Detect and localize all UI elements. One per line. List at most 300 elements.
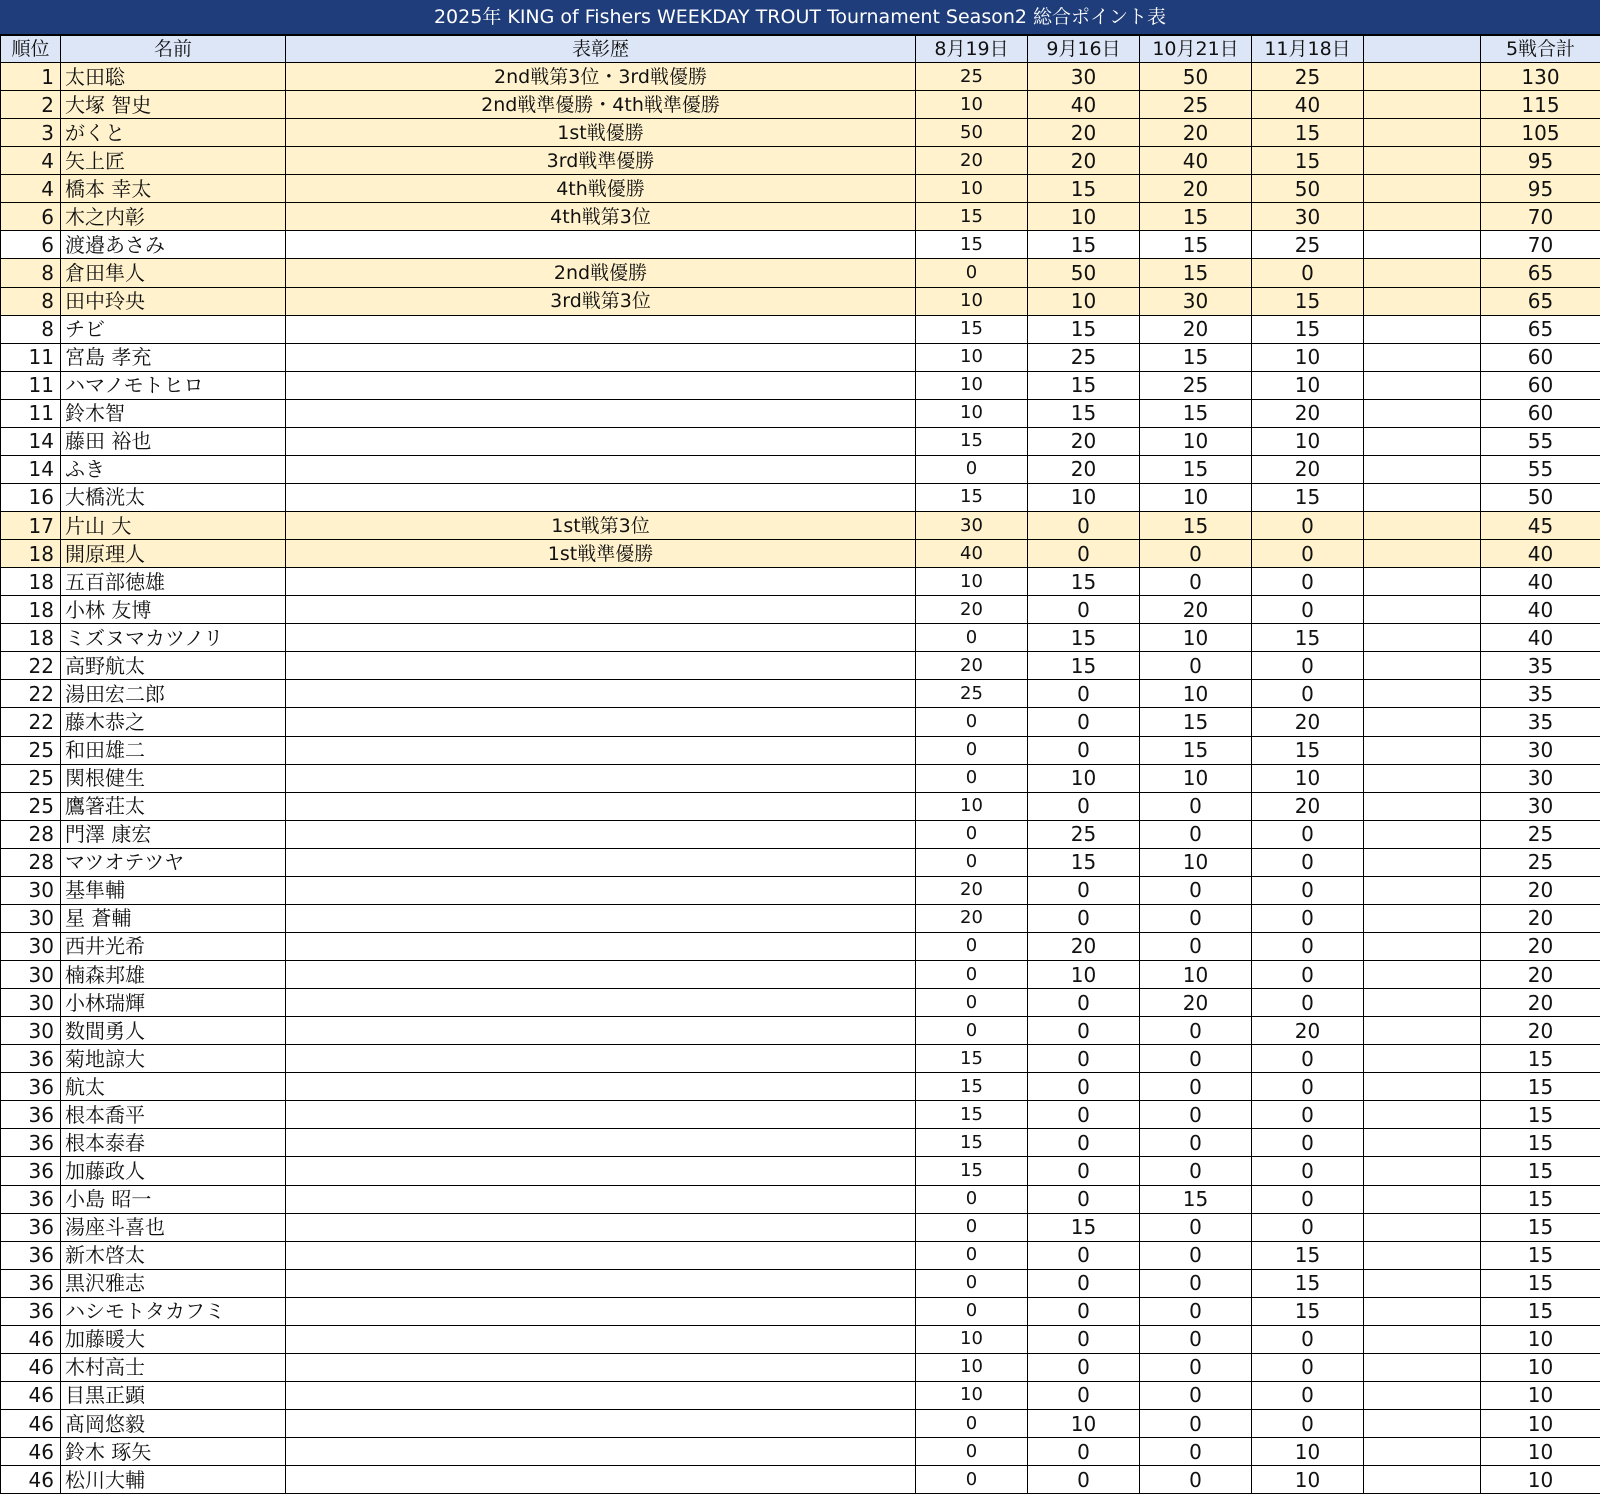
total-points: 40 xyxy=(1481,540,1600,568)
name-cell: 小島 昭一 xyxy=(61,1185,286,1213)
name-cell: 田中玲央 xyxy=(61,287,286,315)
name-cell: 鈴木智 xyxy=(61,399,286,427)
header-round-1: 8月19日 xyxy=(916,36,1028,63)
total-points: 35 xyxy=(1481,652,1600,680)
award-cell xyxy=(286,1129,916,1157)
name-cell: 高野航太 xyxy=(61,652,286,680)
total-points: 15 xyxy=(1481,1185,1600,1213)
table-row xyxy=(1,1297,1600,1325)
round-2-points: 0 xyxy=(1028,1466,1140,1494)
round-4-points: 10 xyxy=(1252,427,1364,455)
blank-cell xyxy=(1364,932,1481,960)
blank-cell xyxy=(1364,119,1481,147)
name-cell: 黒沢雅志 xyxy=(61,1269,286,1297)
total-points: 50 xyxy=(1481,483,1600,511)
round-4-points: 20 xyxy=(1252,792,1364,820)
blank-cell xyxy=(1364,540,1481,568)
round-1-points: 10 xyxy=(916,568,1028,596)
round-3-points: 0 xyxy=(1140,1045,1252,1073)
total-points: 15 xyxy=(1481,1213,1600,1241)
rank-cell: 46 xyxy=(1,1410,61,1438)
name-cell: 楠森邦雄 xyxy=(61,961,286,989)
name-cell: 矢上匠 xyxy=(61,147,286,175)
rank-cell: 25 xyxy=(1,764,61,792)
total-points: 15 xyxy=(1481,1101,1600,1129)
award-cell xyxy=(286,652,916,680)
award-cell xyxy=(286,1017,916,1045)
total-points: 20 xyxy=(1481,1017,1600,1045)
total-points: 40 xyxy=(1481,624,1600,652)
round-2-points: 0 xyxy=(1028,1381,1140,1409)
round-2-points: 0 xyxy=(1028,512,1140,540)
table-row xyxy=(1,904,1600,932)
award-cell xyxy=(286,1045,916,1073)
blank-cell xyxy=(1364,1073,1481,1101)
award-cell xyxy=(286,1353,916,1381)
round-2-points: 0 xyxy=(1028,1185,1140,1213)
round-4-points: 0 xyxy=(1252,568,1364,596)
table-row xyxy=(1,455,1600,483)
round-1-points: 15 xyxy=(916,1045,1028,1073)
round-4-points: 10 xyxy=(1252,1466,1364,1494)
round-2-points: 20 xyxy=(1028,119,1140,147)
award-cell xyxy=(286,483,916,511)
total-points: 10 xyxy=(1481,1325,1600,1353)
rank-cell: 30 xyxy=(1,961,61,989)
round-2-points: 0 xyxy=(1028,876,1140,904)
round-1-points: 20 xyxy=(916,596,1028,624)
round-1-points: 0 xyxy=(916,1185,1028,1213)
award-cell xyxy=(286,989,916,1017)
rank-cell: 22 xyxy=(1,680,61,708)
name-cell: 基隼輔 xyxy=(61,876,286,904)
round-1-points: 10 xyxy=(916,91,1028,119)
rank-cell: 16 xyxy=(1,483,61,511)
blank-cell xyxy=(1364,792,1481,820)
round-1-points: 25 xyxy=(916,63,1028,91)
blank-cell xyxy=(1364,1466,1481,1494)
round-1-points: 10 xyxy=(916,371,1028,399)
round-1-points: 15 xyxy=(916,1073,1028,1101)
award-cell xyxy=(286,1213,916,1241)
blank-cell xyxy=(1364,399,1481,427)
rank-cell: 6 xyxy=(1,231,61,259)
rank-cell: 8 xyxy=(1,287,61,315)
name-cell: 五百部徳雄 xyxy=(61,568,286,596)
blank-cell xyxy=(1364,680,1481,708)
blank-cell xyxy=(1364,371,1481,399)
award-cell xyxy=(286,708,916,736)
award-cell xyxy=(286,736,916,764)
header-blank xyxy=(1364,36,1481,63)
table-row xyxy=(1,961,1600,989)
round-2-points: 15 xyxy=(1028,848,1140,876)
rank-cell: 8 xyxy=(1,315,61,343)
total-points: 55 xyxy=(1481,455,1600,483)
rank-cell: 3 xyxy=(1,119,61,147)
total-points: 20 xyxy=(1481,904,1600,932)
award-cell xyxy=(286,904,916,932)
award-cell xyxy=(286,455,916,483)
round-3-points: 20 xyxy=(1140,596,1252,624)
rank-cell: 28 xyxy=(1,848,61,876)
total-points: 40 xyxy=(1481,568,1600,596)
table-row xyxy=(1,989,1600,1017)
round-2-points: 0 xyxy=(1028,1297,1140,1325)
blank-cell xyxy=(1364,1410,1481,1438)
round-3-points: 15 xyxy=(1140,455,1252,483)
award-cell xyxy=(286,1157,916,1185)
award-cell xyxy=(286,680,916,708)
round-4-points: 0 xyxy=(1252,1073,1364,1101)
blank-cell xyxy=(1364,1438,1481,1466)
round-1-points: 10 xyxy=(916,1353,1028,1381)
blank-cell xyxy=(1364,231,1481,259)
table-row xyxy=(1,848,1600,876)
round-2-points: 0 xyxy=(1028,1157,1140,1185)
round-2-points: 15 xyxy=(1028,652,1140,680)
blank-cell xyxy=(1364,1297,1481,1325)
round-1-points: 0 xyxy=(916,961,1028,989)
rank-cell: 11 xyxy=(1,371,61,399)
table-row xyxy=(1,1213,1600,1241)
table-row xyxy=(1,540,1600,568)
round-4-points: 0 xyxy=(1252,1045,1364,1073)
total-points: 115 xyxy=(1481,91,1600,119)
total-points: 95 xyxy=(1481,175,1600,203)
name-cell: 鈴木 琢矢 xyxy=(61,1438,286,1466)
table-row xyxy=(1,63,1600,91)
round-3-points: 15 xyxy=(1140,736,1252,764)
name-cell: 藤田 裕也 xyxy=(61,427,286,455)
award-cell xyxy=(286,820,916,848)
name-cell: ふき xyxy=(61,455,286,483)
round-4-points: 0 xyxy=(1252,512,1364,540)
blank-cell xyxy=(1364,652,1481,680)
blank-cell xyxy=(1364,1353,1481,1381)
blank-cell xyxy=(1364,736,1481,764)
table-row xyxy=(1,568,1600,596)
round-1-points: 10 xyxy=(916,792,1028,820)
round-1-points: 0 xyxy=(916,932,1028,960)
round-1-points: 15 xyxy=(916,427,1028,455)
round-4-points: 10 xyxy=(1252,1438,1364,1466)
round-4-points: 0 xyxy=(1252,1410,1364,1438)
round-1-points: 0 xyxy=(916,455,1028,483)
total-points: 60 xyxy=(1481,371,1600,399)
round-4-points: 0 xyxy=(1252,904,1364,932)
name-cell: 鷹箸荘太 xyxy=(61,792,286,820)
rank-cell: 36 xyxy=(1,1101,61,1129)
total-points: 20 xyxy=(1481,932,1600,960)
name-cell: 和田雄二 xyxy=(61,736,286,764)
table-row xyxy=(1,119,1600,147)
round-4-points: 0 xyxy=(1252,652,1364,680)
rank-cell: 25 xyxy=(1,792,61,820)
award-cell xyxy=(286,1101,916,1129)
round-2-points: 25 xyxy=(1028,820,1140,848)
rank-cell: 36 xyxy=(1,1045,61,1073)
rank-cell: 30 xyxy=(1,989,61,1017)
round-3-points: 10 xyxy=(1140,764,1252,792)
total-points: 10 xyxy=(1481,1353,1600,1381)
award-cell: 2nd戦優勝 xyxy=(286,259,916,287)
name-cell: 倉田隼人 xyxy=(61,259,286,287)
total-points: 10 xyxy=(1481,1410,1600,1438)
round-3-points: 0 xyxy=(1140,820,1252,848)
round-2-points: 20 xyxy=(1028,147,1140,175)
total-points: 45 xyxy=(1481,512,1600,540)
round-1-points: 10 xyxy=(916,287,1028,315)
blank-cell xyxy=(1364,1045,1481,1073)
round-1-points: 10 xyxy=(916,1381,1028,1409)
round-4-points: 10 xyxy=(1252,764,1364,792)
round-2-points: 0 xyxy=(1028,1269,1140,1297)
rank-cell: 36 xyxy=(1,1129,61,1157)
name-cell: 片山 大 xyxy=(61,512,286,540)
rank-cell: 18 xyxy=(1,540,61,568)
name-cell: 大橋洸太 xyxy=(61,483,286,511)
round-1-points: 0 xyxy=(916,848,1028,876)
award-cell xyxy=(286,568,916,596)
rank-cell: 30 xyxy=(1,1017,61,1045)
table-row xyxy=(1,175,1600,203)
table-row xyxy=(1,371,1600,399)
table-row xyxy=(1,1241,1600,1269)
round-4-points: 10 xyxy=(1252,343,1364,371)
table-row xyxy=(1,1353,1600,1381)
round-1-points: 15 xyxy=(916,1101,1028,1129)
total-points: 15 xyxy=(1481,1241,1600,1269)
round-1-points: 50 xyxy=(916,119,1028,147)
name-cell: 根本喬平 xyxy=(61,1101,286,1129)
total-points: 70 xyxy=(1481,203,1600,231)
table-row xyxy=(1,1129,1600,1157)
table-row xyxy=(1,1325,1600,1353)
round-3-points: 10 xyxy=(1140,427,1252,455)
round-1-points: 0 xyxy=(916,1269,1028,1297)
round-4-points: 15 xyxy=(1252,287,1364,315)
award-cell xyxy=(286,932,916,960)
blank-cell xyxy=(1364,455,1481,483)
name-cell: 藤木恭之 xyxy=(61,708,286,736)
rank-cell: 18 xyxy=(1,624,61,652)
round-4-points: 15 xyxy=(1252,147,1364,175)
award-cell xyxy=(286,1438,916,1466)
award-cell xyxy=(286,1325,916,1353)
round-3-points: 0 xyxy=(1140,1438,1252,1466)
award-cell: 3rd戦第3位 xyxy=(286,287,916,315)
blank-cell xyxy=(1364,961,1481,989)
round-1-points: 0 xyxy=(916,1017,1028,1045)
name-cell: ハシモトタカフミ xyxy=(61,1297,286,1325)
round-2-points: 10 xyxy=(1028,287,1140,315)
round-1-points: 0 xyxy=(916,1410,1028,1438)
round-4-points: 0 xyxy=(1252,876,1364,904)
total-points: 15 xyxy=(1481,1045,1600,1073)
round-3-points: 20 xyxy=(1140,175,1252,203)
total-points: 30 xyxy=(1481,792,1600,820)
total-points: 20 xyxy=(1481,961,1600,989)
header-rank: 順位 xyxy=(1,36,61,63)
name-cell: ハマノモトヒロ xyxy=(61,371,286,399)
total-points: 10 xyxy=(1481,1438,1600,1466)
blank-cell xyxy=(1364,1269,1481,1297)
round-3-points: 10 xyxy=(1140,483,1252,511)
table-row xyxy=(1,1017,1600,1045)
name-cell: 門澤 康宏 xyxy=(61,820,286,848)
award-cell xyxy=(286,1185,916,1213)
award-cell xyxy=(286,1410,916,1438)
round-4-points: 0 xyxy=(1252,1213,1364,1241)
round-3-points: 15 xyxy=(1140,231,1252,259)
total-points: 15 xyxy=(1481,1129,1600,1157)
round-1-points: 15 xyxy=(916,203,1028,231)
award-cell xyxy=(286,961,916,989)
table-row xyxy=(1,932,1600,960)
award-cell xyxy=(286,231,916,259)
round-3-points: 0 xyxy=(1140,932,1252,960)
award-cell xyxy=(286,399,916,427)
blank-cell xyxy=(1364,876,1481,904)
award-cell: 3rd戦準優勝 xyxy=(286,147,916,175)
rank-cell: 4 xyxy=(1,147,61,175)
award-cell xyxy=(286,315,916,343)
round-4-points: 15 xyxy=(1252,483,1364,511)
total-points: 95 xyxy=(1481,147,1600,175)
blank-cell xyxy=(1364,1185,1481,1213)
table-row xyxy=(1,399,1600,427)
blank-cell xyxy=(1364,427,1481,455)
award-cell xyxy=(286,624,916,652)
table-row xyxy=(1,1185,1600,1213)
round-1-points: 0 xyxy=(916,764,1028,792)
round-1-points: 0 xyxy=(916,259,1028,287)
total-points: 15 xyxy=(1481,1157,1600,1185)
total-points: 10 xyxy=(1481,1381,1600,1409)
table-row xyxy=(1,1466,1600,1494)
round-3-points: 20 xyxy=(1140,119,1252,147)
table-row xyxy=(1,792,1600,820)
round-2-points: 0 xyxy=(1028,1438,1140,1466)
round-3-points: 15 xyxy=(1140,512,1252,540)
round-4-points: 50 xyxy=(1252,175,1364,203)
round-3-points: 0 xyxy=(1140,1325,1252,1353)
round-2-points: 0 xyxy=(1028,904,1140,932)
table-row xyxy=(1,343,1600,371)
round-1-points: 10 xyxy=(916,399,1028,427)
total-points: 25 xyxy=(1481,848,1600,876)
round-4-points: 0 xyxy=(1252,1381,1364,1409)
round-2-points: 20 xyxy=(1028,455,1140,483)
round-1-points: 30 xyxy=(916,512,1028,540)
rank-cell: 36 xyxy=(1,1241,61,1269)
table-row xyxy=(1,147,1600,175)
round-2-points: 0 xyxy=(1028,708,1140,736)
blank-cell xyxy=(1364,848,1481,876)
round-4-points: 40 xyxy=(1252,91,1364,119)
round-4-points: 20 xyxy=(1252,455,1364,483)
rank-cell: 11 xyxy=(1,399,61,427)
table-row xyxy=(1,287,1600,315)
round-1-points: 0 xyxy=(916,989,1028,1017)
table-row xyxy=(1,91,1600,119)
total-points: 55 xyxy=(1481,427,1600,455)
table-row xyxy=(1,427,1600,455)
award-cell xyxy=(286,1297,916,1325)
round-4-points: 15 xyxy=(1252,736,1364,764)
rank-cell: 17 xyxy=(1,512,61,540)
total-points: 40 xyxy=(1481,596,1600,624)
header-award: 表彰歴 xyxy=(286,36,916,63)
round-3-points: 0 xyxy=(1140,1157,1252,1185)
award-cell: 2nd戦第3位・3rd戦優勝 xyxy=(286,63,916,91)
round-2-points: 10 xyxy=(1028,483,1140,511)
rank-cell: 30 xyxy=(1,904,61,932)
round-4-points: 0 xyxy=(1252,989,1364,1017)
round-2-points: 15 xyxy=(1028,1213,1140,1241)
round-3-points: 10 xyxy=(1140,961,1252,989)
round-3-points: 0 xyxy=(1140,652,1252,680)
name-cell: 加藤政人 xyxy=(61,1157,286,1185)
rank-cell: 28 xyxy=(1,820,61,848)
round-1-points: 0 xyxy=(916,708,1028,736)
total-points: 105 xyxy=(1481,119,1600,147)
blank-cell xyxy=(1364,91,1481,119)
round-3-points: 25 xyxy=(1140,91,1252,119)
name-cell: 大塚 智史 xyxy=(61,91,286,119)
round-2-points: 0 xyxy=(1028,1129,1140,1157)
round-4-points: 15 xyxy=(1252,1269,1364,1297)
rank-cell: 22 xyxy=(1,652,61,680)
round-2-points: 0 xyxy=(1028,540,1140,568)
round-2-points: 10 xyxy=(1028,1410,1140,1438)
blank-cell xyxy=(1364,1017,1481,1045)
rank-cell: 46 xyxy=(1,1466,61,1494)
rank-cell: 36 xyxy=(1,1157,61,1185)
round-3-points: 0 xyxy=(1140,1466,1252,1494)
round-2-points: 20 xyxy=(1028,932,1140,960)
table-row xyxy=(1,1157,1600,1185)
total-points: 15 xyxy=(1481,1297,1600,1325)
round-1-points: 0 xyxy=(916,820,1028,848)
round-1-points: 10 xyxy=(916,175,1028,203)
rank-cell: 36 xyxy=(1,1073,61,1101)
total-points: 65 xyxy=(1481,287,1600,315)
name-cell: 橋本 幸太 xyxy=(61,175,286,203)
round-3-points: 15 xyxy=(1140,259,1252,287)
rank-cell: 6 xyxy=(1,203,61,231)
rank-cell: 8 xyxy=(1,259,61,287)
round-1-points: 10 xyxy=(916,1325,1028,1353)
round-2-points: 0 xyxy=(1028,1241,1140,1269)
rank-cell: 14 xyxy=(1,455,61,483)
award-cell xyxy=(286,1241,916,1269)
round-4-points: 25 xyxy=(1252,231,1364,259)
table-row xyxy=(1,483,1600,511)
blank-cell xyxy=(1364,904,1481,932)
blank-cell xyxy=(1364,287,1481,315)
total-points: 70 xyxy=(1481,231,1600,259)
round-4-points: 20 xyxy=(1252,1017,1364,1045)
round-2-points: 20 xyxy=(1028,427,1140,455)
round-3-points: 0 xyxy=(1140,792,1252,820)
blank-cell xyxy=(1364,820,1481,848)
round-4-points: 10 xyxy=(1252,371,1364,399)
round-1-points: 15 xyxy=(916,1157,1028,1185)
round-2-points: 0 xyxy=(1028,989,1140,1017)
award-cell: 4th戦優勝 xyxy=(286,175,916,203)
